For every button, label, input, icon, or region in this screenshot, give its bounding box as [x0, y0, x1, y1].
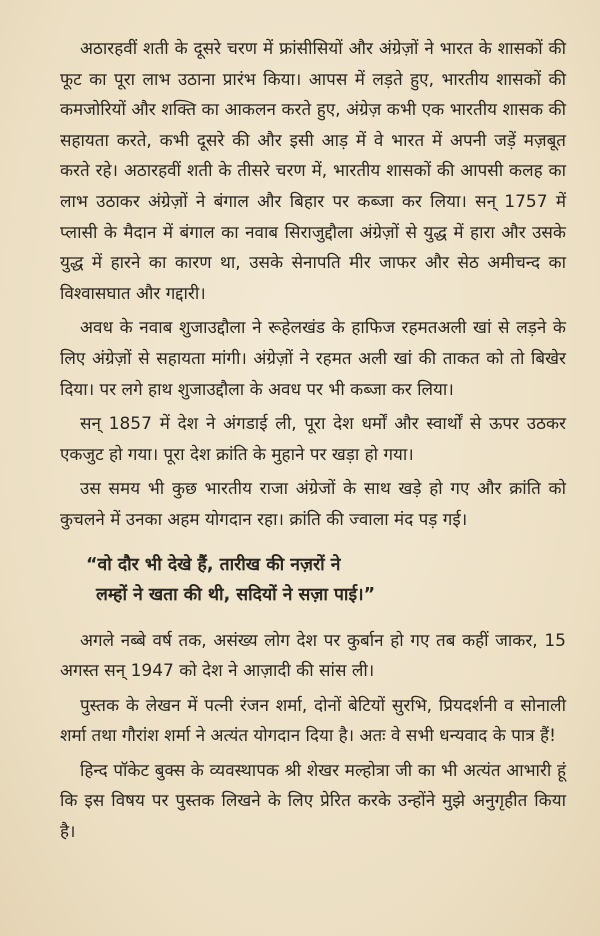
couplet-line-2: लम्हों ने खता की थी, सदियों ने सज़ा पाई।”	[96, 584, 376, 605]
paragraph-kings-alliance: उस समय भी कुछ भारतीय राजा अंग्रेजों के साथ खड़े हो गए और क्रांति को कुचलने में उनका अहम योगदान रहा। क्रांति की ज्वाला मंद पड़ गई।	[60, 479, 566, 530]
paragraph-independence: अगले नब्बे वर्ष तक, असंख्य लोग देश पर कुर्बान हो गए तब कहीं जाकर, 15 अगस्त सन् 1947 को देश ने आज़ादी की सांस ली।	[60, 630, 566, 682]
paragraph-awadh-nawab: अवध के नवाब शुजाउद्दौला ने रूहेलखंड के हाफिज रहमतअली खां से लड़ने के लिए अंग्रेज़ों से सहायता मांगी। अंग्रेज़ों ने रहमत अली खां की ताकत को तो बिखेर दिया। पर लगे हाथ शुजाउद्दौला के अवध पर भी कब्जा कर लिया।	[60, 318, 566, 400]
couplet-line-1: “वो दौर भी देखे हैं, तारीख की नज़रों ने	[86, 554, 341, 575]
paragraph-colonial-history: अठारहवीं शती के दूसरे चरण में फ्रांसीसियों और अंग्रेज़ों ने भारत के शासकों की फूट का पूरा लाभ उठाना प्रारंभ किया। आपस में लड़ते हुए, भारतीय शासकों की कमजोरियों और शक्ति का आकलन करते हुए, अंग्रेज़ कभी एक भारतीय शासक की सहायता करते, कभी दूसरे की और इसी आड़ में वे भारत में अपनी जड़ें मज़बूत करते रहे। अठारहवीं शती के तीसरे चरण में, भारतीय शासकों की आपसी कलह का लाभ उठाकर अंग्रेज़ों ने बंगाल और बिहार पर कब्जा कर लिया। सन् 1757 में प्लासी के मैदान में बंगाल का नवाब सिराजुद्दौला अंग्रेज़ों से युद्ध में हारा और उसके युद्ध में हारने का कारण था, उसके सेनापति मीर जाफर और सेठ अमीचन्द का विश्वासघात और गद्दारी।	[60, 39, 566, 304]
paragraph-1857-revolt: सन् 1857 में देश ने अंगडाई ली, पूरा देश धर्मों और स्वार्थों से ऊपर उठकर एकजुट हो गया। पूरा देश क्रांति के मुहाने पर खड़ा हो गया।	[60, 414, 566, 465]
paragraph-family-thanks: पुस्तक के लेखन में पत्नी रंजन शर्मा, दोनों बेटियों सुरभि, प्रियदर्शनी व सोनाली शर्मा तथा गौरांश शर्मा ने अत्यंत योगदान दिया है। अतः वे सभी धन्यवाद के पात्र हैं!	[60, 695, 566, 747]
couplet-quote	[60, 550, 566, 610]
paragraph-publisher-thanks: हिन्द पॉकेट बुक्स के व्यवस्थापक श्री शेखर मल्होत्रा जी का भी अत्यंत आभारी हूं कि इस विषय पर पुस्तक लिखने के लिए प्रेरित करके उन्होंने मुझे अनुगृहीत किया है।	[60, 760, 566, 843]
